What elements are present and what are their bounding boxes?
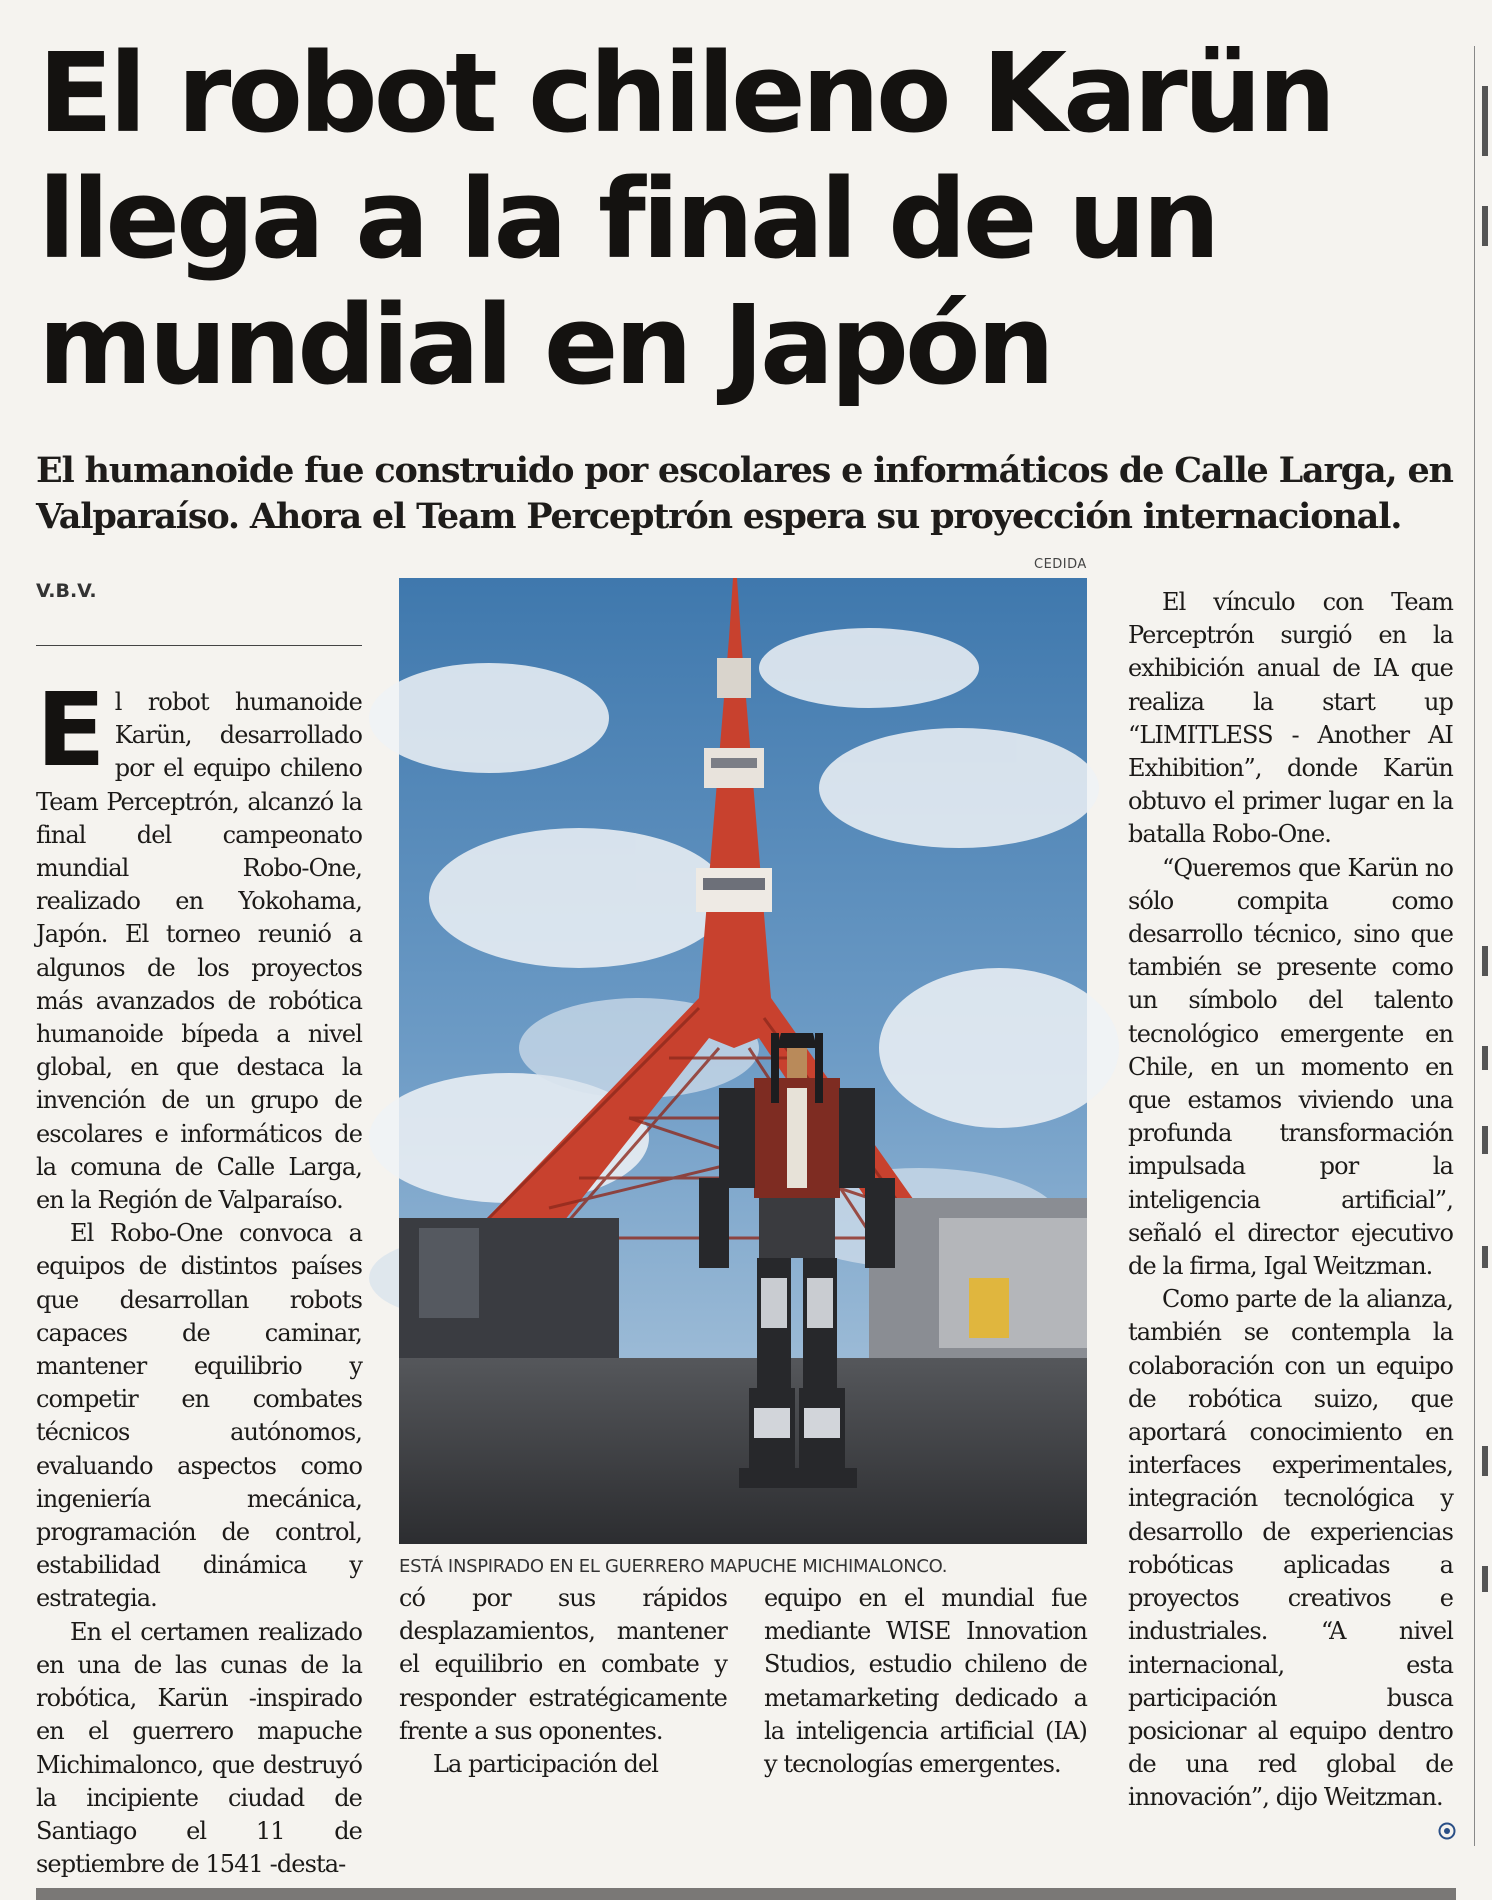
paragraph-6: “Queremos que Karün no sólo compita como desarrollo técnico, sino que también se presente como un símbolo del talento tecnológico emergente en Chile, en un momento en que estamos viviendo una profunda transformación impulsada por la inteligencia artificial”, señaló el director ejecutivo de la firma, Igal Weitzman. [1128,853,1453,1281]
byline-divider [36,645,362,646]
column-3 [764,1582,1087,1857]
paragraph-2: El Robo-One convoca a equipos de distintos países que desarrollan robots capaces de caminar, mantener equilibrio y competir en combates técnicos autónomos, evaluando aspectos como ingeniería mecánica, programación de control, estabilidad dinámica y estrategia. [36,1219,362,1613]
drop-cap: E [36,671,105,790]
end-of-article-icon [1438,1822,1456,1840]
paragraph-3-continued: có por sus rápidos desplazamientos, mantener el equilibrio en combate y responder estratégicamente frente a sus oponentes. [399,1584,727,1745]
headline-line-3: mundial en Japón [38,281,1051,409]
paragraph-4-continued: equipo en el mundial fue mediante WISE Innovation Studios, estudio chileno de metamarketing dedicado a la inteligencia artificial (IA) y tecnologías emergentes. [764,1584,1087,1779]
paragraph-4: La participación del [433,1750,659,1779]
adjacent-page-edge [1478,46,1492,1846]
paragraph-5: El vínculo con Team Perceptrón surgió en la exhibición anual de IA que realiza la start up “LIMITLESS - Another AI Exhibition”, donde Karün obtuvo el primer lugar en la batalla Robo-One. [1128,588,1453,849]
paragraph-3: En el certamen realizado en una de las cunas de la robótica, Karün -inspirado en el guerrero mapuche Michimalonco, que destruyó la incipiente ciudad de Santiago el 11 de septiembre de 1541 -desta- [36,1617,362,1879]
photo-credit: CEDIDA [1034,557,1087,572]
column-1 [36,671,362,1879]
headline-line-1: El robot chileno Karün [38,29,1333,157]
subheadline-line-1: El humanoide fue construido por escolares e informáticos de Calle Larga, en [36,450,1453,491]
subheadline-line-2: Valparaíso. Ahora el Team Perceptrón espera su proyección internacional. [36,496,1402,537]
paragraph-1-text: l robot humanoide Karün, desarrollado por el equipo chileno Team Perceptrón, alcanzó la final del campeonato mundial Robo-One, realizado en Yokohama, Japón. El torneo reunió a algunos de los proyectos más avanzados de robótica humanoide bípeda a nivel global, en que destaca la invención de un grupo de escolares e informáticos de la comuna de Calle Larga, en la Región de Valparaíso. [36,688,362,1215]
paragraph-1 [36,671,362,1217]
byline: V.B.V. [36,580,97,602]
column-divider [1474,46,1475,1846]
subheadline [36,448,1453,540]
paragraph-7: Como parte de la alianza, también se contempla la colaboración con un equipo de robótica suizo, que aportará conocimiento en interfaces experimentales, integración tecnológica y desarrollo de experiencias robóticas aplicadas a proyectos creativos e industriales. “A nivel internacional, esta participación busca posicionar al equipo dentro de una red global de innovación”, dijo Weitzman. [1128,1285,1453,1812]
article-photo [399,578,1087,1544]
column-2 [399,1582,727,1857]
bottom-rule [36,1888,1456,1900]
column-4 [1128,586,1453,1858]
headline-line-2: llega a la final de un [38,155,1217,283]
photo-caption: ESTÁ INSPIRADO EN EL GUERRERO MAPUCHE MICHIMALONCO. [399,1556,948,1577]
tokyo-tower-robot-photo [399,578,1087,1544]
headline [38,30,1418,408]
